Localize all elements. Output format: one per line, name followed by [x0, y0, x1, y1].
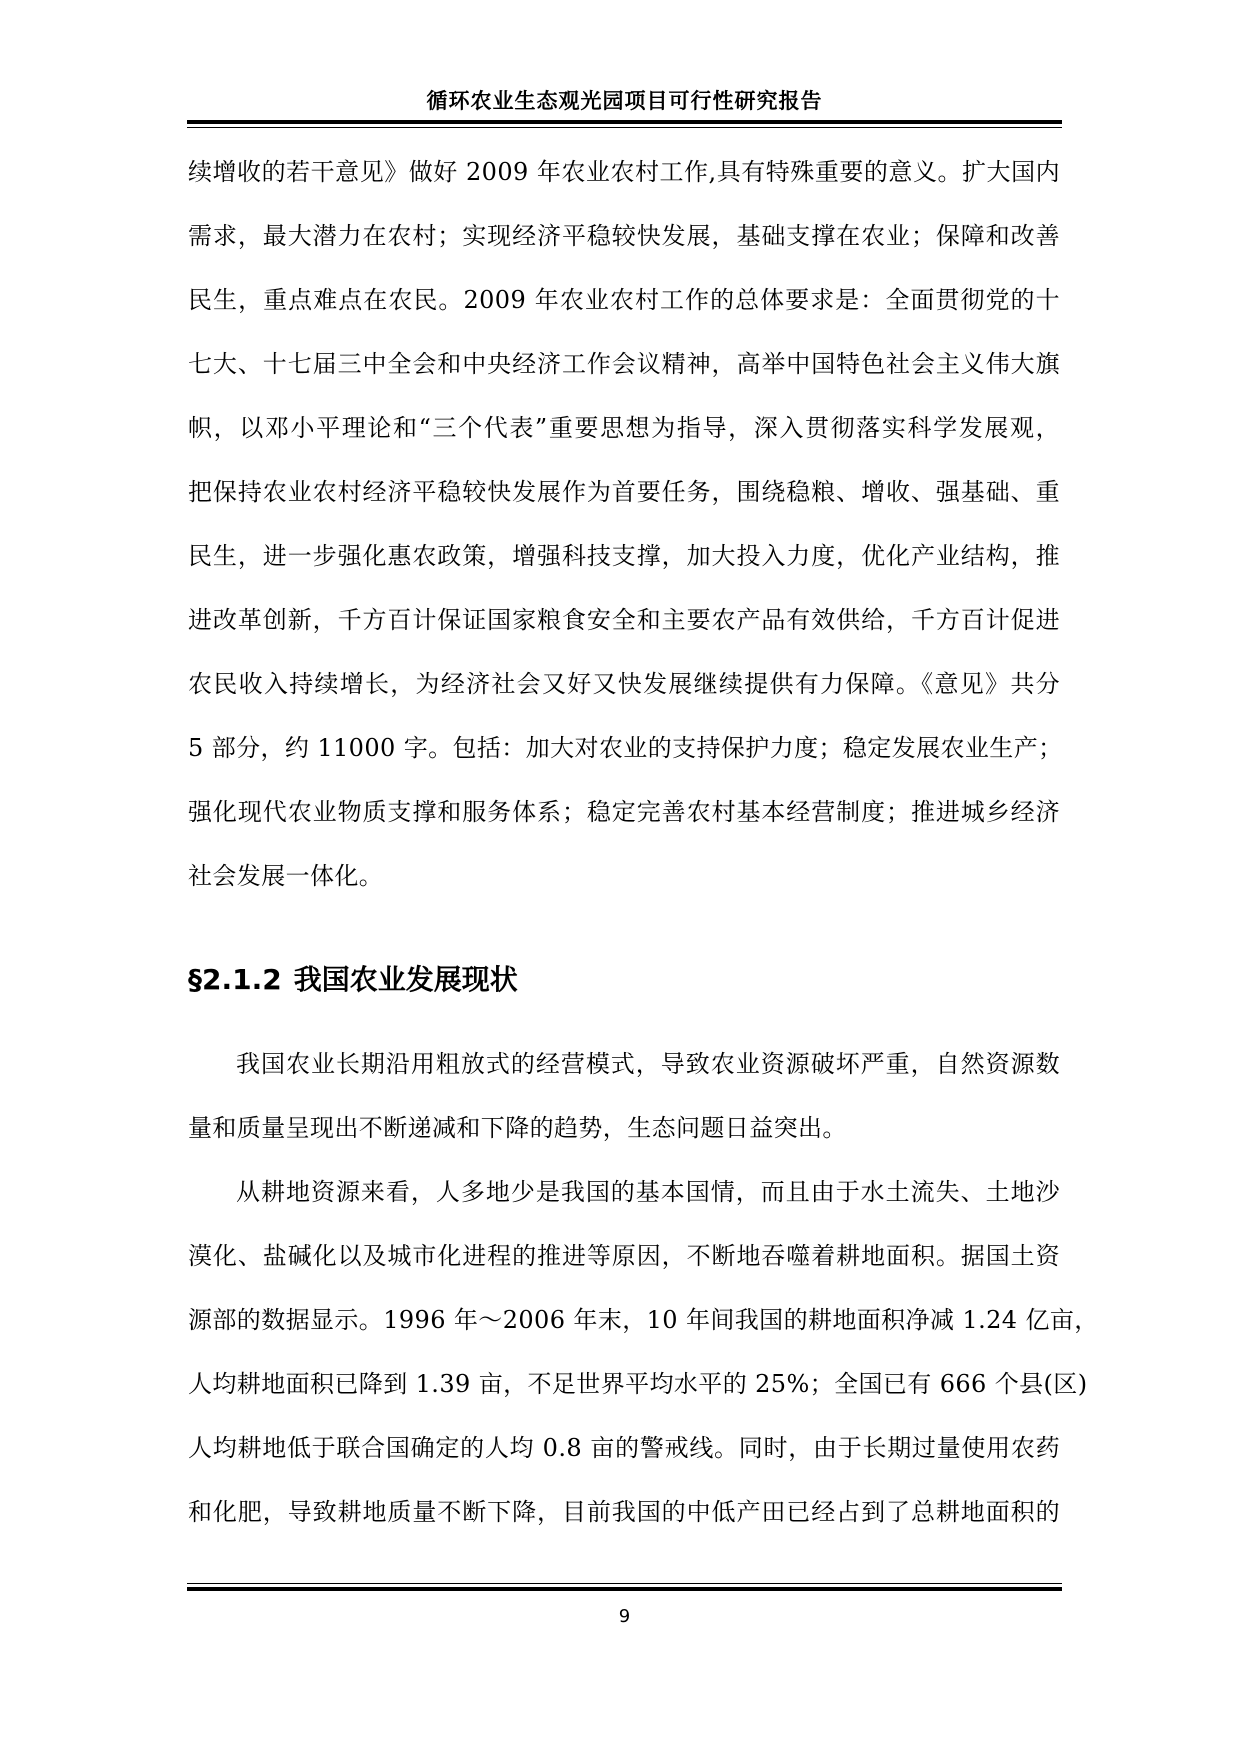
text-line: 人均耕地低于联合国确定的人均 0.8 亩的警戒线。同时，由于长期过量使用农药	[188, 1434, 1060, 1462]
text-line: 量和质量呈现出不断递减和下降的趋势，生态问题日益突出。	[188, 1114, 847, 1142]
text-line: 需求，最大潜力在农村；实现经济平稳较快发展，基础支撑在农业；保障和改善	[188, 222, 1060, 250]
paragraph-resource-overview	[188, 1032, 1060, 1160]
paragraph-farmland	[188, 1160, 1099, 1544]
text-line: 源部的数据显示。1996 年～2006 年末，10 年间我国的耕地面积净减 1.24 亿亩，	[188, 1306, 1099, 1334]
text-line: 漠化、盐碱化以及城市化进程的推进等原因，不断地吞噬着耕地面积。据国土资	[188, 1242, 1060, 1270]
text-line: 把保持农业农村经济平稳较快发展作为首要任务，围绕稳粮、增收、强基础、重	[188, 478, 1060, 506]
page-header-title: 循环农业生态观光园项目可行性研究报告	[426, 89, 823, 113]
text-line: 和化肥，导致耕地质量不断下降，目前我国的中低产田已经占到了总耕地面积的	[188, 1498, 1060, 1526]
text-line: 社会发展一体化。	[188, 862, 384, 890]
text-line: 强化现代农业物质支撑和服务体系；稳定完善农村基本经营制度；推进城乡经济	[188, 798, 1060, 826]
text-line: 从耕地资源来看，人多地少是我国的基本国情，而且由于水土流失、土地沙	[236, 1178, 1060, 1206]
section-number: §2.1.2	[188, 963, 282, 996]
text-line: 进改革创新，千方百计保证国家粮食安全和主要农产品有效供给，千方百计促进	[188, 606, 1060, 634]
section-heading	[188, 960, 518, 1000]
text-line: 人均耕地面积已降到 1.39 亩，不足世界平均水平的 25%；全国已有 666 个县(区)	[188, 1370, 1088, 1398]
text-line: 5 部分，约 11000 字。包括：加大对农业的支持保护力度；稳定发展农业生产；	[188, 734, 1063, 762]
text-line: 续增收的若干意见》做好 2009 年农业农村工作,具有特殊重要的意义。扩大国内	[188, 158, 1060, 186]
text-line: 农民收入持续增长，为经济社会又好又快发展继续提供有力保障。《意见》共分	[188, 670, 1060, 698]
text-line: 我国农业长期沿用粗放式的经营模式，导致农业资源破坏严重，自然资源数	[236, 1050, 1060, 1078]
text-line: 民生，进一步强化惠农政策，增强科技支撑，加大投入力度，优化产业结构，推	[188, 542, 1060, 570]
header-rule-thin	[187, 127, 1062, 128]
text-line: 帜，以邓小平理论和“三个代表”重要思想为指导，深入贯彻落实科学发展观，	[188, 414, 1060, 442]
page-number: 9	[618, 1606, 631, 1627]
footer-rule-thick	[187, 1587, 1062, 1591]
footer-rule-thin	[187, 1583, 1062, 1584]
paragraph-continuation	[188, 140, 1063, 908]
text-line: 七大、十七届三中全会和中央经济工作会议精神，高举中国特色社会主义伟大旗	[188, 350, 1060, 378]
section-title: 我国农业发展现状	[293, 963, 518, 996]
header-rule-thick	[187, 120, 1062, 124]
text-line: 民生，重点难点在农民。2009 年农业农村工作的总体要求是：全面贯彻党的十	[188, 286, 1060, 314]
